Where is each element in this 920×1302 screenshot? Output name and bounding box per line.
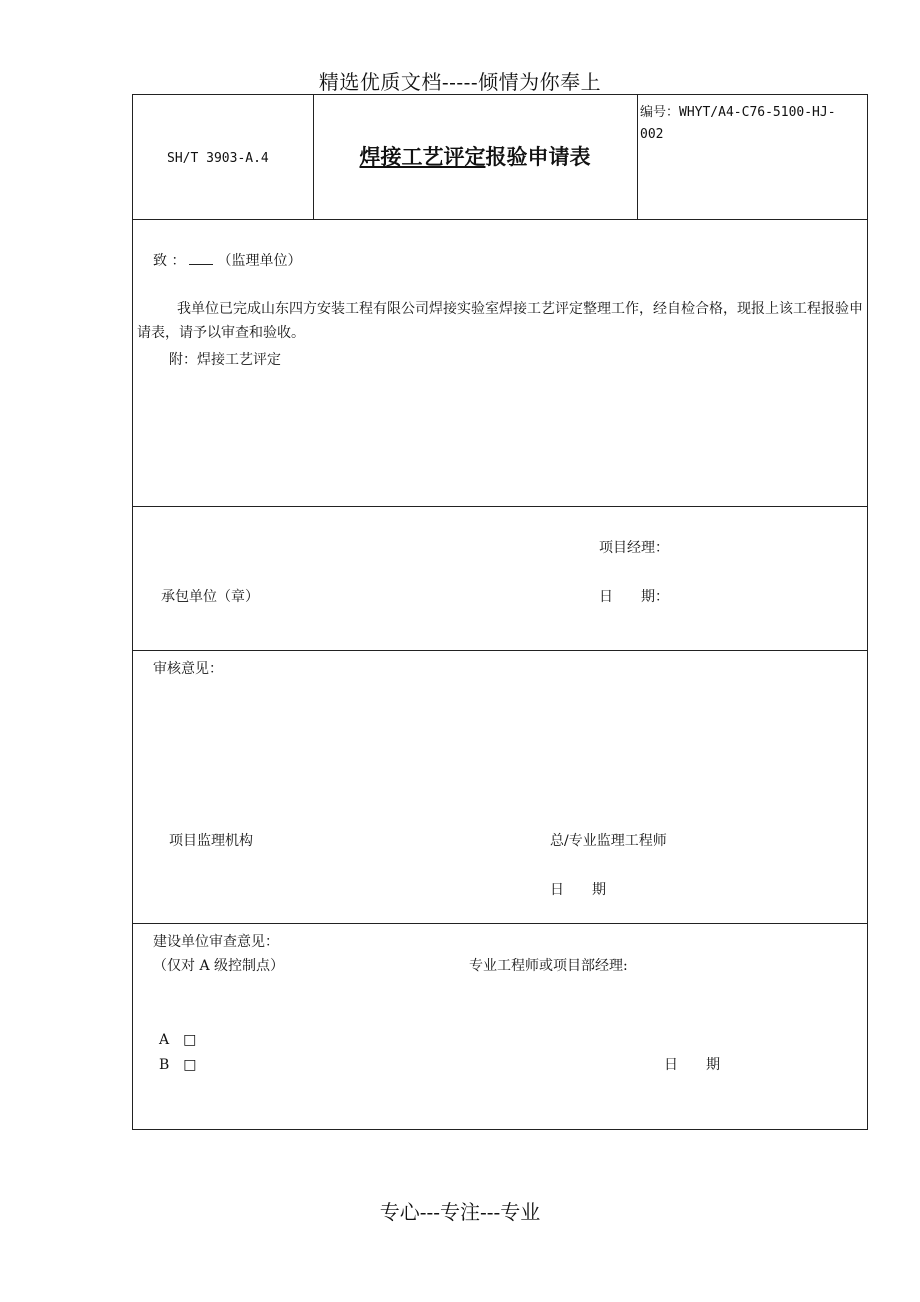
to-suffix: （监理单位） [217,253,302,269]
page-header: 精选优质文档-----倾情为你奉上 [318,70,602,94]
form-title [313,141,637,171]
attachment-line: 附：焊接工艺评定 [169,352,281,368]
form-title-rest: 报验申请表 [485,145,591,169]
page-footer: 专心---专注---专业 [379,1200,541,1224]
chief-engineer-label: 总/专业监理工程师 [550,833,667,849]
date-label-supervision: 日 期 [550,882,606,898]
form-title-underlined: 焊接工艺评定 [359,145,486,169]
option-a-checkbox[interactable]: A □ [159,1032,197,1048]
standard-code: SH/T 3903-A.4 [167,151,269,166]
header-divider-2 [637,95,638,219]
addressee-line [153,250,301,270]
project-manager-label: 项目经理： [599,540,669,556]
option-b-checkbox[interactable]: B □ [159,1057,197,1073]
supervisor-blank[interactable] [189,252,213,265]
owner-review-label: 建设单位审查意见： [153,934,279,950]
to-label: 致 ： [153,253,186,269]
date-label-contractor: 日 期： [599,589,669,605]
date-label-owner: 日 期 [664,1057,720,1073]
engineer-or-manager-label: 专业工程师或项目部经理: [469,958,628,974]
review-opinion-label: 审核意见： [153,661,223,677]
request-paragraph: 我单位已完成山东四方安装工程有限公司焊接实验室焊接工艺评定整理工作，经自检合格，现报上该工程报验申请表，请予以审查和验收。 [137,301,863,341]
contractor-label: 承包单位（章） [161,589,259,605]
owner-review-note: （仅对 A 级控制点） [153,958,285,974]
doc-number-line-1: 编号：WHYT/A4-C76-5100-HJ- [640,105,836,120]
row-divider-3 [133,650,867,651]
row-divider-1 [133,219,867,220]
row-divider-2 [133,506,867,507]
supervision-org-label: 项目监理机构 [169,833,253,849]
row-divider-4 [133,923,867,924]
doc-number-line-2: 002 [640,127,664,142]
inspection-request-form [132,94,868,1130]
